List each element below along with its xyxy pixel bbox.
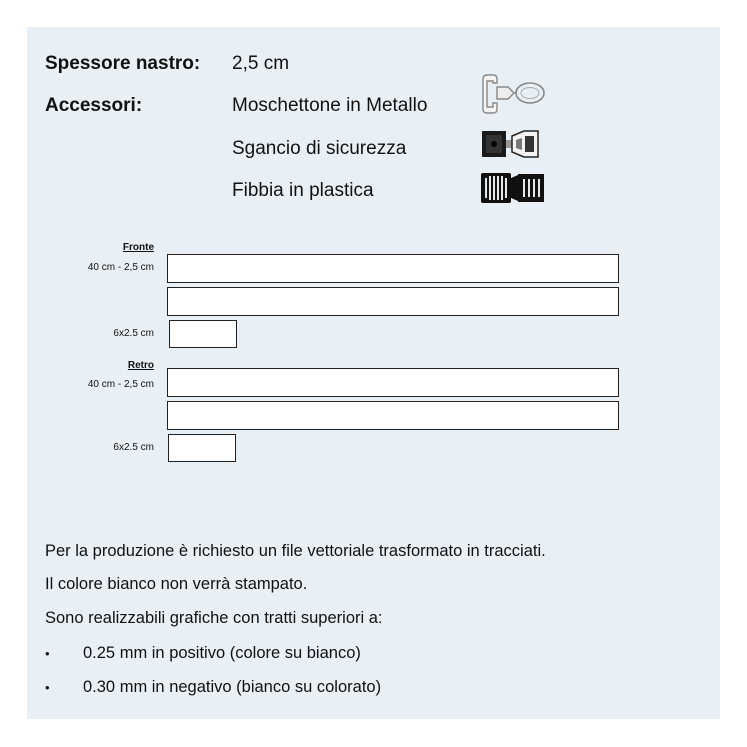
- note-line-1: Per la produzione è richiesto un file vettoriale trasformato in tracciati.: [45, 542, 546, 560]
- front-strip-box-2[interactable]: [167, 287, 619, 316]
- metal-carabiner-icon: [478, 73, 548, 115]
- thickness-value: 2,5 cm: [232, 53, 290, 74]
- bullet-item-2: 0.30 mm in negativo (bianco su colorato): [83, 678, 382, 696]
- back-patch-box[interactable]: [168, 434, 236, 462]
- front-patch-label: 6x2.5 cm: [113, 328, 154, 339]
- front-strip-box-1[interactable]: [167, 254, 619, 283]
- bullet-marker-2: •: [45, 680, 50, 695]
- accessory-safety-release-label: Sgancio di sicurezza: [232, 138, 407, 159]
- plastic-buckle-icon: [478, 170, 548, 206]
- front-strip-label: 40 cm - 2,5 cm: [87, 262, 154, 273]
- safety-release-icon: [478, 128, 548, 160]
- note-line-2: Il colore bianco non verrà stampato.: [45, 575, 308, 593]
- thickness-label: Spessore nastro:: [45, 53, 201, 74]
- back-strip-box-2[interactable]: [167, 401, 619, 430]
- accessory-plastic-buckle-label: Fibbia in plastica: [232, 180, 374, 201]
- accessories-label: Accessori:: [45, 95, 143, 116]
- bullet-item-1: 0.25 mm in positivo (colore su bianco): [83, 644, 361, 662]
- bullet-marker-1: •: [45, 646, 50, 661]
- note-line-3: Sono realizzabili grafiche con tratti superiori a:: [45, 609, 383, 627]
- front-patch-box[interactable]: [169, 320, 237, 348]
- back-strip-label: 40 cm - 2,5 cm: [87, 379, 154, 390]
- front-section-title: Fronte: [122, 242, 154, 253]
- accessory-carabiner-label: Moschettone in Metallo: [232, 95, 428, 116]
- back-strip-box-1[interactable]: [167, 368, 619, 397]
- back-patch-label: 6x2.5 cm: [113, 442, 154, 453]
- back-section-title: Retro: [127, 360, 154, 371]
